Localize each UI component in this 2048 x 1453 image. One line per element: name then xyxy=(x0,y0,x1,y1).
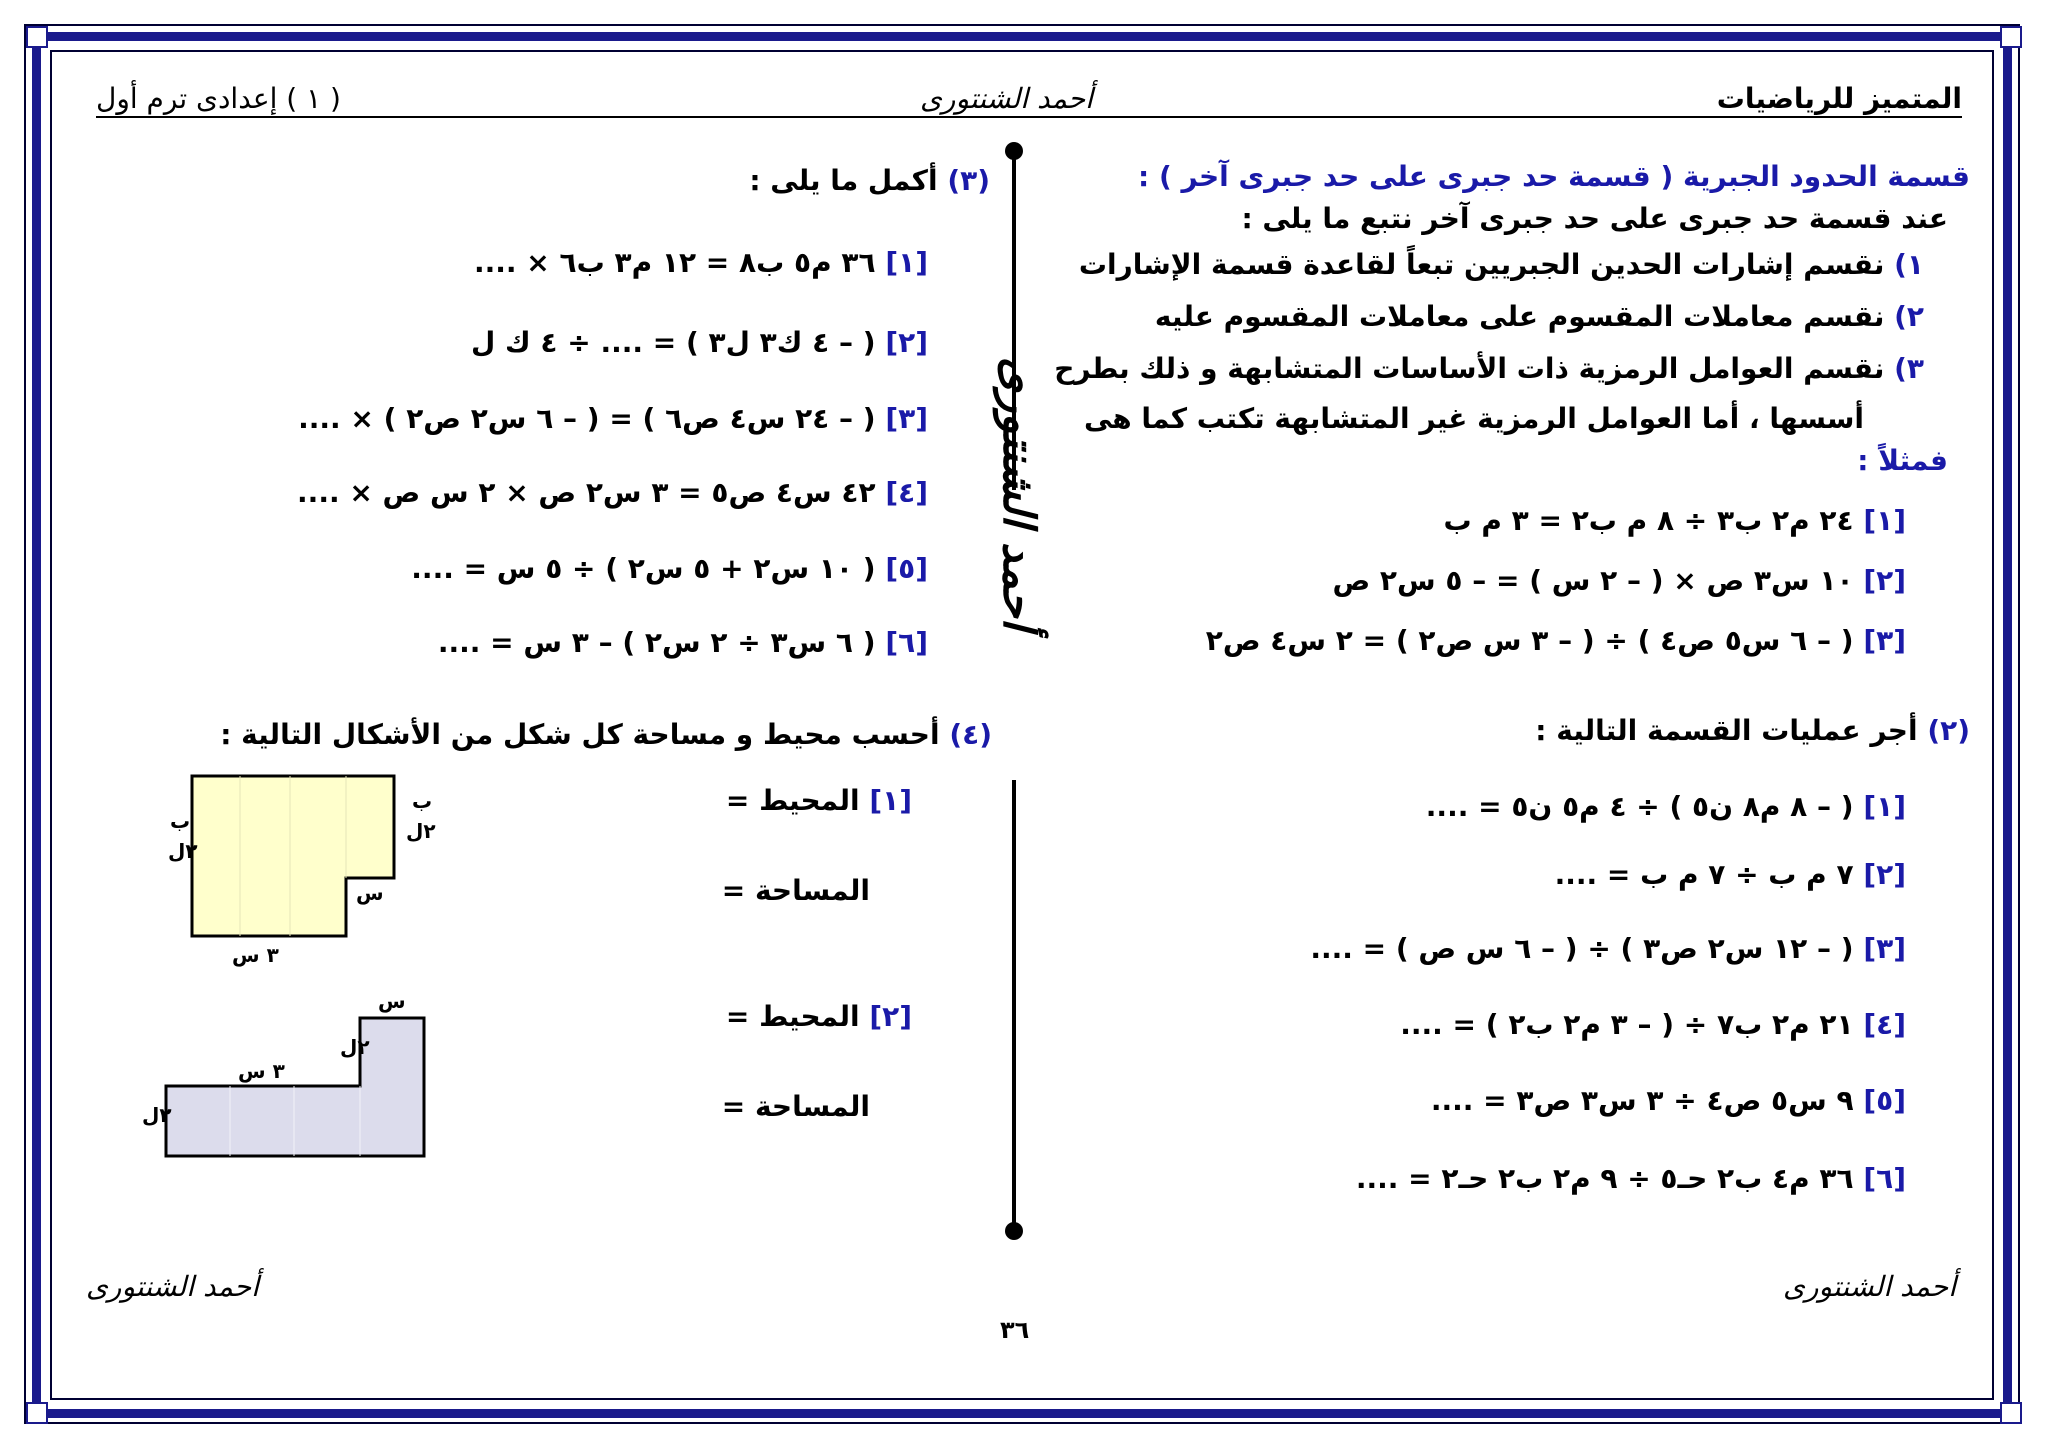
example-text: ( – ٦ س٥ ص٤ ) ÷ ( – ٣ س ص٢ ) = ٢ س٤ ص٢ xyxy=(1205,624,1854,657)
rule-item xyxy=(1155,302,1924,333)
perimeter-line xyxy=(726,786,912,817)
completion-item xyxy=(297,478,928,509)
exercise-text: ( – ٨ م٨ ن٥ ) ÷ ٤ م٥ ن٥ = .... xyxy=(1425,790,1854,823)
exercise-item xyxy=(1555,860,1906,891)
shape-1-label: ٢ل xyxy=(168,839,198,863)
equals-sign: = xyxy=(721,1090,746,1123)
exercise-number: [٥] xyxy=(1863,1084,1906,1117)
item-number: [٢] xyxy=(885,326,928,359)
examples-label: فمثلاً : xyxy=(1857,444,1948,477)
shape-2-label: ٢ل xyxy=(142,1103,172,1127)
equals-sign: = xyxy=(725,784,750,817)
shape-2-label: س xyxy=(378,990,406,1013)
shape-1-label: س xyxy=(356,881,384,905)
equals-sign: = xyxy=(721,874,746,907)
example-number: [١] xyxy=(1863,504,1906,537)
exercise-number: [٣] xyxy=(1863,932,1906,965)
item-text: ( – ٤ ك٣ ل٣ ) = .... ÷ ٤ ك ل xyxy=(470,326,876,359)
rule-text: نقسم العوامل الرمزية ذات الأساسات المتشابهة و ذلك بطرح xyxy=(1054,352,1885,385)
shape-number: [٢] xyxy=(869,1000,912,1033)
item-text: ( – ٢٤ س٤ ص٦ ) = ( – ٦ س٢ ص٢ ) × .... xyxy=(298,402,876,435)
example-text: ١٠ س٣ ص × ( – ٢ س ) = – ٥ س٢ ص xyxy=(1332,564,1854,597)
exercise-text: ٩ س٥ ص٤ ÷ ٣ س٣ ص٣ = .... xyxy=(1430,1084,1854,1117)
perimeter-line xyxy=(726,1002,912,1033)
rule-item xyxy=(1079,250,1924,281)
completion-item xyxy=(438,628,928,659)
shape-1-label: ٣ س xyxy=(232,943,279,967)
exercise-text: ٧ م ب ÷ ٧ م ب = .... xyxy=(1554,858,1854,891)
area-line xyxy=(722,876,870,907)
header-rule xyxy=(96,116,1962,118)
completion-item xyxy=(298,404,928,435)
section-title: قسمة الحدود الجبرية ( قسمة حد جبرى على حد جبرى آخر ) : xyxy=(1138,160,1970,193)
item-text: ( ٦ س٣ ÷ ٢ س٢ ) – ٣ س = .... xyxy=(437,626,876,659)
item-text: ٤٢ س٤ ص٥ = ٣ س٢ ص × ٢ س ص × .... xyxy=(297,476,876,509)
completion-item xyxy=(474,248,928,279)
completion-item xyxy=(471,328,928,359)
example-number: [٢] xyxy=(1863,564,1906,597)
frame-corner-top-right xyxy=(2000,26,2022,48)
rule-number: ٣) xyxy=(1894,352,1924,385)
completion-item xyxy=(411,554,928,585)
exercise-text: ٣٦ م٤ ب٢ حـ٥ ÷ ٩ م٢ ب٢ حـ٢ = .... xyxy=(1355,1162,1854,1195)
page-number: ٣٦ xyxy=(1000,1316,1030,1344)
divider-dot-bottom xyxy=(1005,1222,1023,1240)
shape-2-label: ٣ س xyxy=(238,1059,285,1083)
rule-text: نقسم معاملات المقسوم على معاملات المقسوم عليه xyxy=(1154,300,1885,333)
item-number: [٣] xyxy=(885,402,928,435)
question-title: أحسب محيط و مساحة كل شكل من الأشكال التالية : xyxy=(220,718,940,751)
exercise-item xyxy=(1431,1086,1906,1117)
rule-text: نقسم إشارات الحدين الجبريين تبعاً لقاعدة قسمة الإشارات xyxy=(1078,248,1885,281)
item-text: ( ١٠ س٢ + ٥ س٢ ) ÷ ٥ س = .... xyxy=(411,552,876,585)
area-label: المساحة xyxy=(754,874,870,907)
exercise-number: [١] xyxy=(1863,790,1906,823)
rule-continuation: أسسها ، أما العوامل الرمزية غير المتشابهة تكتب كما هى xyxy=(1083,402,1864,435)
item-number: [١] xyxy=(885,246,928,279)
rule-item xyxy=(1054,354,1924,385)
shape-1-label: ب xyxy=(412,789,433,813)
exercise-item xyxy=(1400,1010,1906,1041)
center-signature: أحمد الشنتورى xyxy=(993,356,1044,630)
frame-corner-bottom-right xyxy=(2000,1402,2022,1424)
shape-number: [١] xyxy=(869,784,912,817)
question-4-heading xyxy=(220,720,992,751)
shape-2-figure xyxy=(130,990,440,1165)
question-2-heading xyxy=(1535,716,1970,747)
exercise-text: ٢١ م٢ ب٧ ÷ ( – ٣ م٢ ب٢ ) = .... xyxy=(1400,1008,1854,1041)
shape-1-polygon xyxy=(192,776,394,936)
center-divider-bottom xyxy=(1012,780,1016,1230)
shape-1-label: ٢ل xyxy=(406,819,436,843)
divider-dot-top xyxy=(1005,142,1023,160)
question-3-heading xyxy=(749,166,990,197)
example-text: ٢٤ م٢ ب٣ ÷ ٨ م ب٢ = ٣ م ب xyxy=(1443,504,1854,537)
question-number: (٣) xyxy=(947,164,990,197)
exercise-item xyxy=(1310,934,1906,965)
perimeter-label: المحيط xyxy=(759,784,860,817)
section-intro: عند قسمة حد جبرى على حد جبرى آخر نتبع ما يلى : xyxy=(1241,202,1948,235)
shape-2-label: ٢ل xyxy=(340,1035,370,1059)
header-right: المتميز للرياضيات xyxy=(1716,82,1962,115)
example-item xyxy=(1443,506,1906,537)
question-number: (٤) xyxy=(949,718,992,751)
shape-1-figure xyxy=(150,770,440,970)
exercise-number: [٢] xyxy=(1863,858,1906,891)
exercise-number: [٦] xyxy=(1863,1162,1906,1195)
item-number: [٤] xyxy=(885,476,928,509)
question-title: أجر عمليات القسمة التالية : xyxy=(1535,714,1918,747)
exercise-text: ( – ١٢ س٢ ص٣ ) ÷ ( – ٦ س ص ) = .... xyxy=(1310,932,1854,965)
item-number: [٦] xyxy=(885,626,928,659)
question-number: (٢) xyxy=(1927,714,1970,747)
frame-corner-bottom-left xyxy=(26,1402,48,1424)
area-label: المساحة xyxy=(754,1090,870,1123)
rule-number: ١) xyxy=(1894,248,1924,281)
footer-author-right: أحمد الشنتورى xyxy=(1783,1270,1956,1303)
equals-sign: = xyxy=(725,1000,750,1033)
example-item xyxy=(1206,626,1906,657)
item-text: ٣٦ م٥ ب٨ = ١٢ م٣ ب٦ × .... xyxy=(473,246,876,279)
example-item xyxy=(1332,566,1906,597)
header-author: أحمد الشنتورى xyxy=(920,82,1093,115)
exercise-number: [٤] xyxy=(1863,1008,1906,1041)
example-number: [٣] xyxy=(1863,624,1906,657)
rule-number: ٢) xyxy=(1894,300,1924,333)
frame-corner-top-left xyxy=(26,26,48,48)
area-line xyxy=(722,1092,870,1123)
exercise-item xyxy=(1426,792,1906,823)
shape-2-polygon xyxy=(166,1018,424,1156)
footer-author-left: أحمد الشنتورى xyxy=(86,1270,259,1303)
item-number: [٥] xyxy=(885,552,928,585)
exercise-item xyxy=(1356,1164,1906,1195)
perimeter-label: المحيط xyxy=(759,1000,860,1033)
shape-1-label: ب xyxy=(170,809,191,833)
question-title: أكمل ما يلى : xyxy=(749,164,938,197)
header-left: ( ١ ) إعدادى ترم أول xyxy=(96,82,341,115)
